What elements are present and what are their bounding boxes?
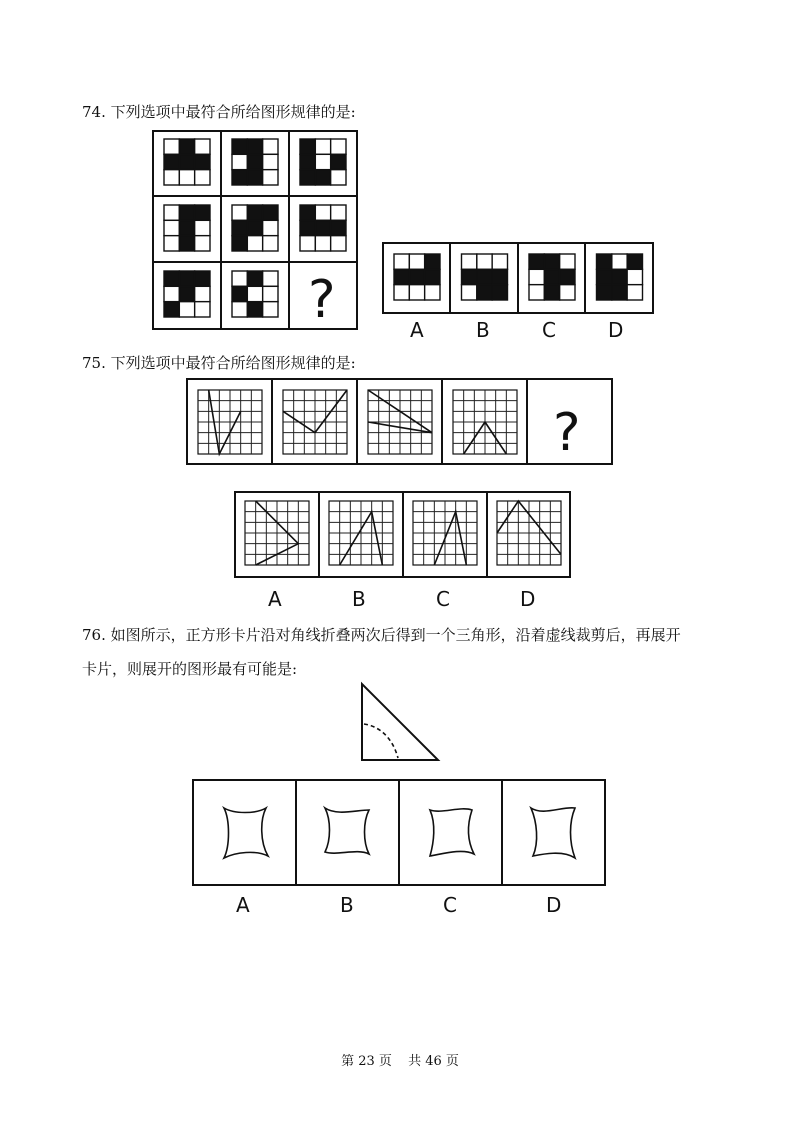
q74-option-c-pattern	[529, 254, 575, 300]
q75-option-a[interactable]: A	[268, 587, 282, 611]
q76-number: 76.	[82, 626, 106, 644]
q74-cell-4-pattern	[164, 205, 210, 251]
q76-option-a-shape	[224, 808, 268, 858]
q76-option-b-shape	[325, 808, 369, 854]
q74-title	[82, 102, 356, 122]
q74-cell-7-pattern	[164, 271, 210, 317]
q76-option-c[interactable]: C	[443, 893, 457, 917]
q75-option-d-figure	[497, 501, 561, 565]
q74-cell-2-pattern	[232, 139, 278, 185]
q75-option-b-figure	[329, 501, 393, 565]
q74-options	[382, 242, 662, 317]
q76-option-d-shape	[531, 808, 575, 858]
q75-figure-2	[283, 390, 347, 454]
q74-cell-1-pattern	[164, 139, 210, 185]
page-total: 共 46 页	[408, 1054, 459, 1069]
q76-option-c-shape	[430, 809, 474, 856]
q76-title-line2: 卡片，则展开的图形最有可能是:	[82, 660, 298, 678]
q74-text: 下列选项中最符合所给图形规律的是:	[110, 103, 356, 121]
q74-option-a-pattern	[394, 254, 440, 300]
q74-number: 74.	[82, 103, 106, 121]
q76-options	[192, 779, 612, 889]
q75-option-b[interactable]: B	[352, 587, 366, 611]
q74-option-b[interactable]: B	[476, 318, 490, 342]
q75-option-a-figure	[245, 501, 309, 565]
q76-option-d[interactable]: D	[546, 893, 562, 917]
page-footer	[0, 1050, 800, 1069]
q75-sequence	[186, 378, 616, 468]
q75-text: 下列选项中最符合所给图形规律的是:	[110, 354, 356, 372]
q76-folded-triangle	[358, 682, 448, 767]
q75-option-c-figure	[413, 501, 477, 565]
q74-option-c[interactable]: C	[542, 318, 556, 342]
q74-cell-6-pattern	[300, 205, 346, 251]
q76-title	[82, 625, 681, 645]
q75-number: 75.	[82, 354, 106, 372]
q76-option-b[interactable]: B	[340, 893, 354, 917]
q76-text-line1: 如图所示，正方形卡片沿对角线折叠两次后得到一个三角形，沿着虚线裁剪后，再展开	[110, 626, 681, 644]
q75-figure-4	[453, 390, 517, 454]
q74-cell-3-pattern	[300, 139, 346, 185]
q74-option-b-pattern	[462, 254, 508, 300]
page-number: 第 23 页	[341, 1054, 392, 1069]
q76-option-a[interactable]: A	[236, 893, 250, 917]
q74-option-d-pattern	[597, 254, 643, 300]
q75-title	[82, 353, 356, 373]
q74-cell-5-pattern	[232, 205, 278, 251]
q74-option-d[interactable]: D	[608, 318, 624, 342]
q75-figure-1	[198, 390, 262, 454]
q74-question-mark: ?	[308, 270, 336, 330]
q75-question-mark: ?	[553, 403, 581, 463]
q74-cell-8-pattern	[232, 271, 278, 317]
q74-option-a[interactable]: A	[410, 318, 424, 342]
q75-figure-3	[368, 390, 432, 454]
q75-options	[234, 491, 574, 581]
q75-option-c[interactable]: C	[436, 587, 450, 611]
q75-option-d[interactable]: D	[520, 587, 536, 611]
q74-matrix	[152, 130, 362, 330]
